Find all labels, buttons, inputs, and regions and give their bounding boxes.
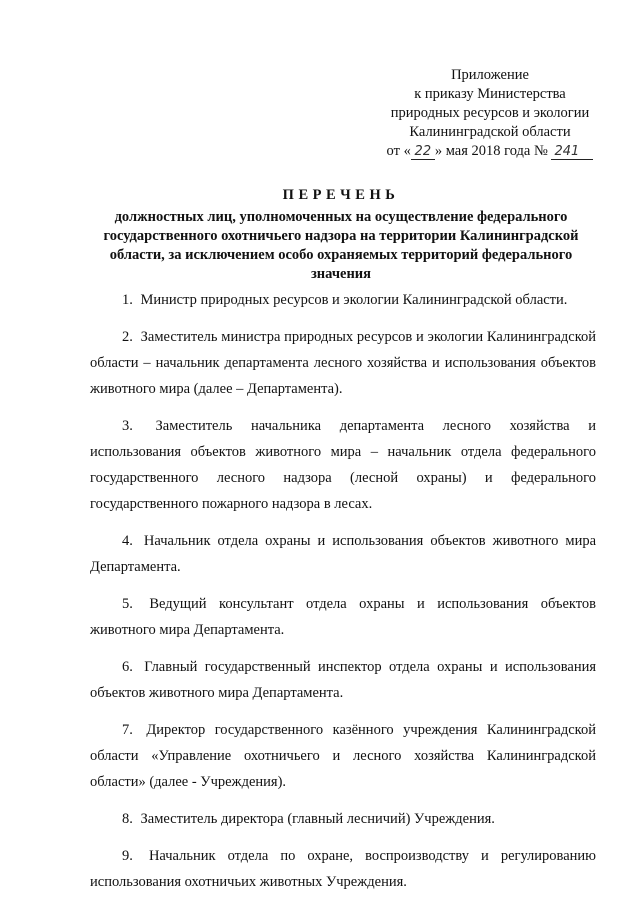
item-text: Заместитель директора (главный лесничий) Учреждения. bbox=[140, 811, 495, 827]
list-item bbox=[90, 654, 596, 706]
list-item bbox=[90, 806, 596, 832]
item-text: Ведущий консультант отдела охраны и использования объектов животного мира Департамента. bbox=[90, 596, 596, 638]
item-number: 5. bbox=[122, 596, 133, 612]
appendix-block bbox=[360, 66, 620, 161]
handwritten-day: 22 bbox=[411, 145, 435, 160]
appendix-region: Калининградской области bbox=[409, 124, 571, 140]
item-number: 2. bbox=[122, 329, 133, 345]
list-item bbox=[90, 717, 596, 795]
appendix-label: Приложение bbox=[451, 67, 529, 83]
appendix-ministry: природных ресурсов и экологии bbox=[390, 105, 590, 121]
item-text: Начальник отдела охраны и использования объектов животного мира Департамента. bbox=[90, 533, 597, 575]
item-number: 9. bbox=[122, 848, 133, 864]
title-subtitle: должностных лиц, уполномоченных на осуществление федерального государственного охотничьего надзора на территории Калининградской области, за исключением особо охраняемых территорий федерального значения bbox=[103, 209, 579, 282]
item-number: 1. bbox=[122, 292, 133, 308]
title-heading: ПЕРЕЧЕНЬ bbox=[282, 187, 400, 203]
item-text: Заместитель министра природных ресурсов и экологии Калининградской области – начальник департамента лесного хозяйства и использования объектов животного мира (далее – Департамента). bbox=[90, 329, 597, 397]
appendix-order-ref: к приказу Министерства bbox=[414, 86, 566, 102]
date-middle: » мая 2018 года № bbox=[434, 143, 548, 159]
list-item bbox=[90, 287, 596, 313]
document-body bbox=[90, 287, 596, 906]
list-item bbox=[90, 528, 596, 580]
document-title bbox=[86, 186, 596, 284]
list-item bbox=[90, 591, 596, 643]
item-text: Министр природных ресурсов и экологии Калининградской области. bbox=[140, 292, 568, 308]
item-text: Заместитель начальника департамента лесного хозяйства и использования объектов животного мира – начальник отдела федерального государственного лесного надзора (лесной охраны) и федерального государственного пожарного надзора в лесах. bbox=[90, 418, 596, 512]
list-item bbox=[90, 843, 596, 895]
item-number: 6. bbox=[122, 659, 133, 675]
handwritten-order-number: 241 bbox=[551, 145, 593, 160]
item-text: Начальник отдела по охране, воспроизводству и регулированию использования охотничьих животных Учреждения. bbox=[90, 848, 597, 890]
appendix-date-line bbox=[360, 142, 620, 161]
list-item bbox=[90, 413, 596, 517]
item-text: Директор государственного казённого учреждения Калининградской области «Управление охотничьего и лесного хозяйства Калининградской области» (далее - Учреждения). bbox=[90, 722, 596, 790]
item-number: 7. bbox=[122, 722, 133, 738]
item-text: Главный государственный инспектор отдела охраны и использования объектов животного мира Департамента. bbox=[90, 659, 597, 701]
date-prefix: от « bbox=[386, 143, 411, 159]
item-number: 4. bbox=[122, 533, 133, 549]
item-number: 8. bbox=[122, 811, 133, 827]
item-number: 3. bbox=[122, 418, 133, 434]
list-item bbox=[90, 324, 596, 402]
